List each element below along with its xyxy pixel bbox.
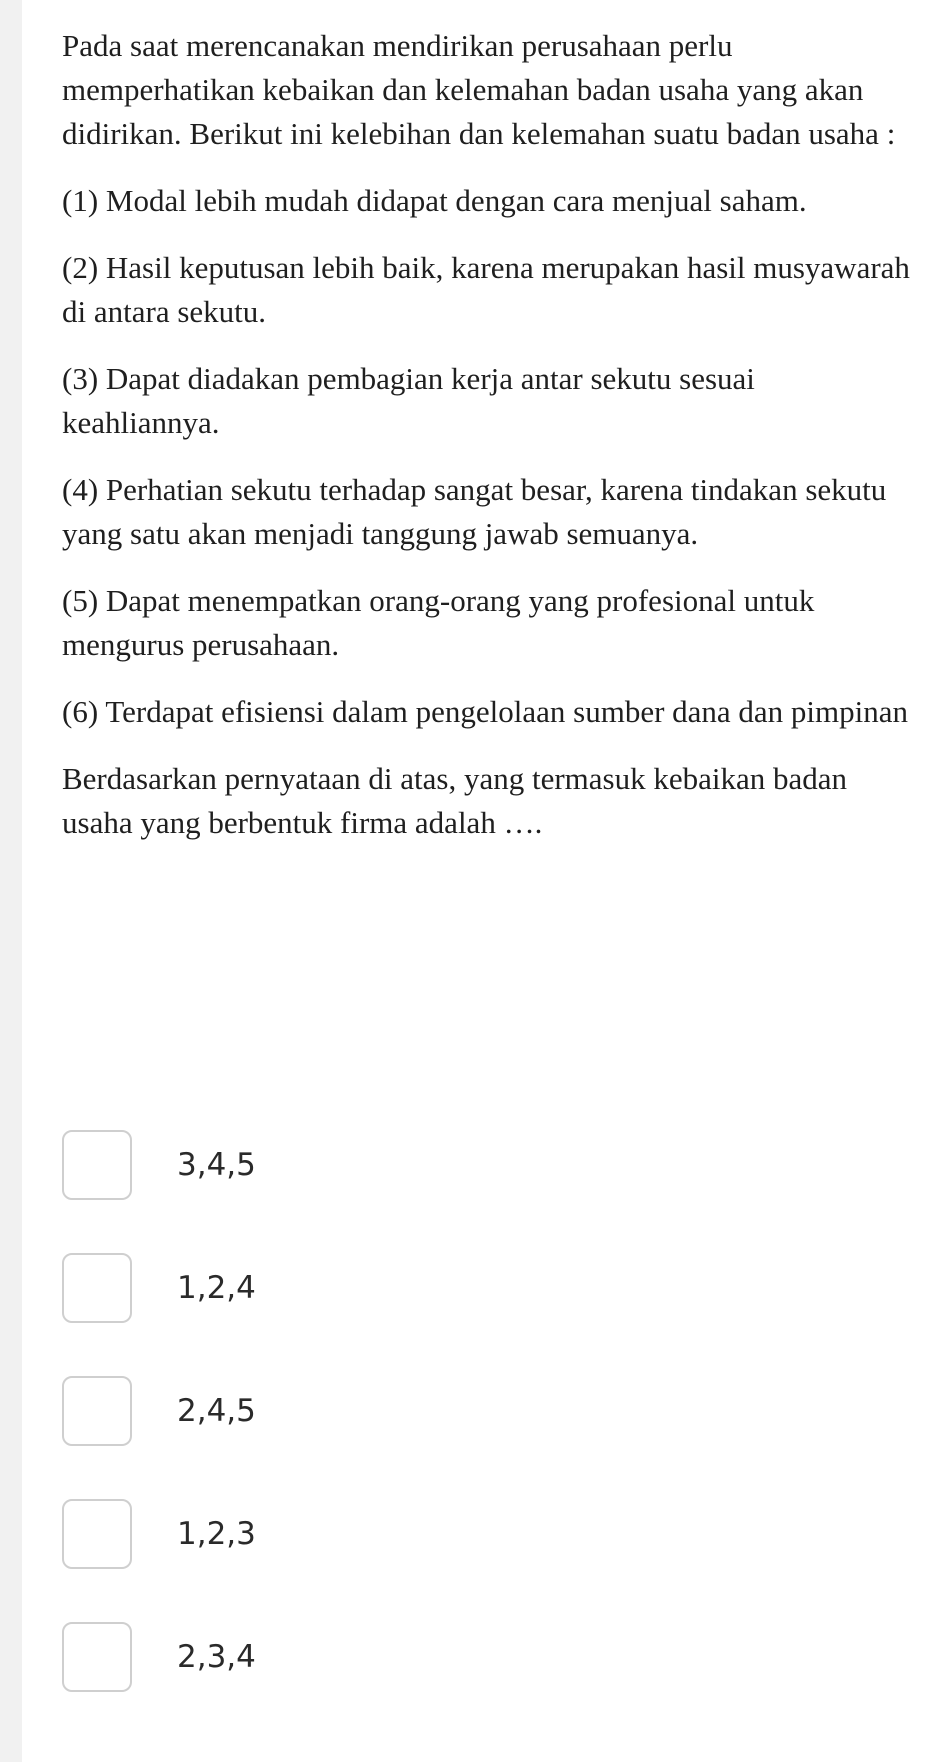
checkbox[interactable]	[62, 1376, 132, 1446]
question-prompt: Berdasarkan pernyataan di atas, yang termasuk kebaikan badan usaha yang berbentuk firma adalah ….	[62, 761, 848, 840]
question-card	[22, 0, 926, 1762]
option-label: 1,2,4	[177, 1270, 256, 1306]
answer-option-2[interactable]	[62, 1251, 912, 1325]
option-label: 2,3,4	[177, 1639, 256, 1675]
answer-option-1[interactable]	[62, 1128, 912, 1202]
option-label: 2,4,5	[177, 1393, 256, 1429]
question-text	[62, 24, 912, 868]
statement-6: (6) Terdapat efisiensi dalam pengelolaan sumber dana dan pimpinan	[62, 694, 909, 729]
checkbox[interactable]	[62, 1130, 132, 1200]
statement-3: (3) Dapat diadakan pembagian kerja antar sekutu sesuai keahliannya.	[62, 361, 755, 440]
statement-1: (1) Modal lebih mudah didapat dengan cara menjual saham.	[62, 183, 807, 218]
statement-4: (4) Perhatian sekutu terhadap sangat besar, karena tindakan sekutu yang satu akan menjadi tanggung jawab semuanya.	[62, 472, 887, 551]
checkbox[interactable]	[62, 1499, 132, 1569]
answer-options	[62, 1128, 912, 1743]
statement-5: (5) Dapat menempatkan orang-orang yang profesional untuk mengurus perusahaan.	[62, 583, 815, 662]
answer-option-4[interactable]	[62, 1497, 912, 1571]
checkbox[interactable]	[62, 1253, 132, 1323]
statement-2: (2) Hasil keputusan lebih baik, karena merupakan hasil musyawarah di antara sekutu.	[62, 250, 910, 329]
checkbox[interactable]	[62, 1622, 132, 1692]
option-label: 3,4,5	[177, 1147, 256, 1183]
answer-option-5[interactable]	[62, 1620, 912, 1694]
question-intro: Pada saat merencanakan mendirikan perusahaan perlu memperhatikan kebaikan dan kelemahan badan usaha yang akan didirikan. Berikut ini kelebihan dan kelemahan suatu badan usaha :	[62, 28, 896, 151]
answer-option-3[interactable]	[62, 1374, 912, 1448]
option-label: 1,2,3	[177, 1516, 256, 1552]
